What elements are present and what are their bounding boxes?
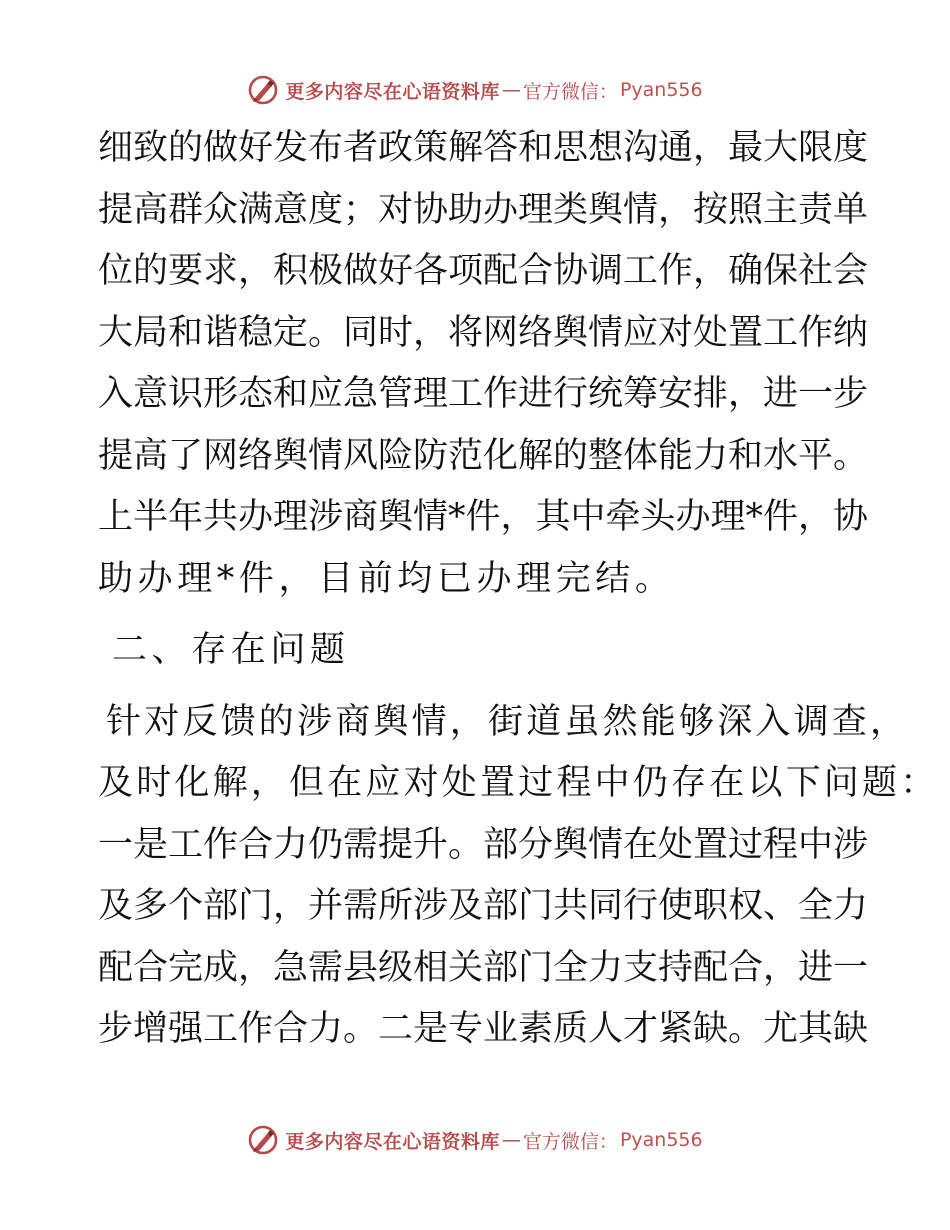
text-line: 提高了网络舆情风险防范化解的整体能力和水平。 — [98, 435, 869, 476]
watermark-wechat-id: Pyan556 — [619, 1129, 703, 1151]
document-body — [98, 118, 939, 1061]
watermark-label: 官方微信： — [522, 80, 618, 103]
watermark-dash: — — [501, 1129, 521, 1151]
text-line: 助办理*件，目前均已办理完结。 — [98, 558, 675, 599]
pen-logo-icon — [247, 74, 279, 106]
footer-watermark — [0, 1122, 950, 1158]
text-line: 位的要求，积极做好各项配合协调工作，确保社会 — [98, 251, 869, 291]
text-line: 细致的做好发布者政策解答和思想沟通，最大限度 — [98, 128, 869, 168]
section-heading: 二、存在问题 — [112, 630, 350, 670]
text-line: 及时化解，但在应对处置过程中仍存在以下问题： — [98, 763, 939, 803]
watermark-label: 官方微信： — [522, 1130, 618, 1153]
text-line: 及多个部门，并需所涉及部门共同行使职权、全力 — [98, 886, 869, 926]
text-line: 一是工作合力仍需提升。部分舆情在处置过程中涉 — [98, 824, 869, 865]
header-watermark — [0, 72, 950, 108]
text-line: 针对反馈的涉商舆情，街道虽然能够深入调查， — [106, 701, 909, 742]
text-line: 提高群众满意度；对协助办理类舆情，按照主责单 — [98, 189, 869, 230]
watermark-brand: 更多内容尽在心语资料库 — [285, 80, 500, 103]
watermark-wechat-id: Pyan556 — [619, 79, 703, 101]
watermark-brand: 更多内容尽在心语资料库 — [285, 1130, 500, 1153]
text-line: 入意识形态和应急管理工作进行统筹安排，进一步 — [98, 374, 869, 414]
watermark-dash: — — [501, 79, 521, 101]
text-line: 上半年共办理涉商舆情*件，其中牵头办理*件，协 — [98, 497, 869, 537]
text-line: 步增强工作合力。二是专业素质人才紧缺。尤其缺 — [98, 1009, 869, 1049]
text-line: 大局和谐稳定。同时，将网络舆情应对处置工作纳 — [98, 312, 869, 353]
pen-logo-icon — [247, 1124, 279, 1156]
text-line: 配合完成，急需县级相关部门全力支持配合，进一 — [98, 947, 869, 988]
